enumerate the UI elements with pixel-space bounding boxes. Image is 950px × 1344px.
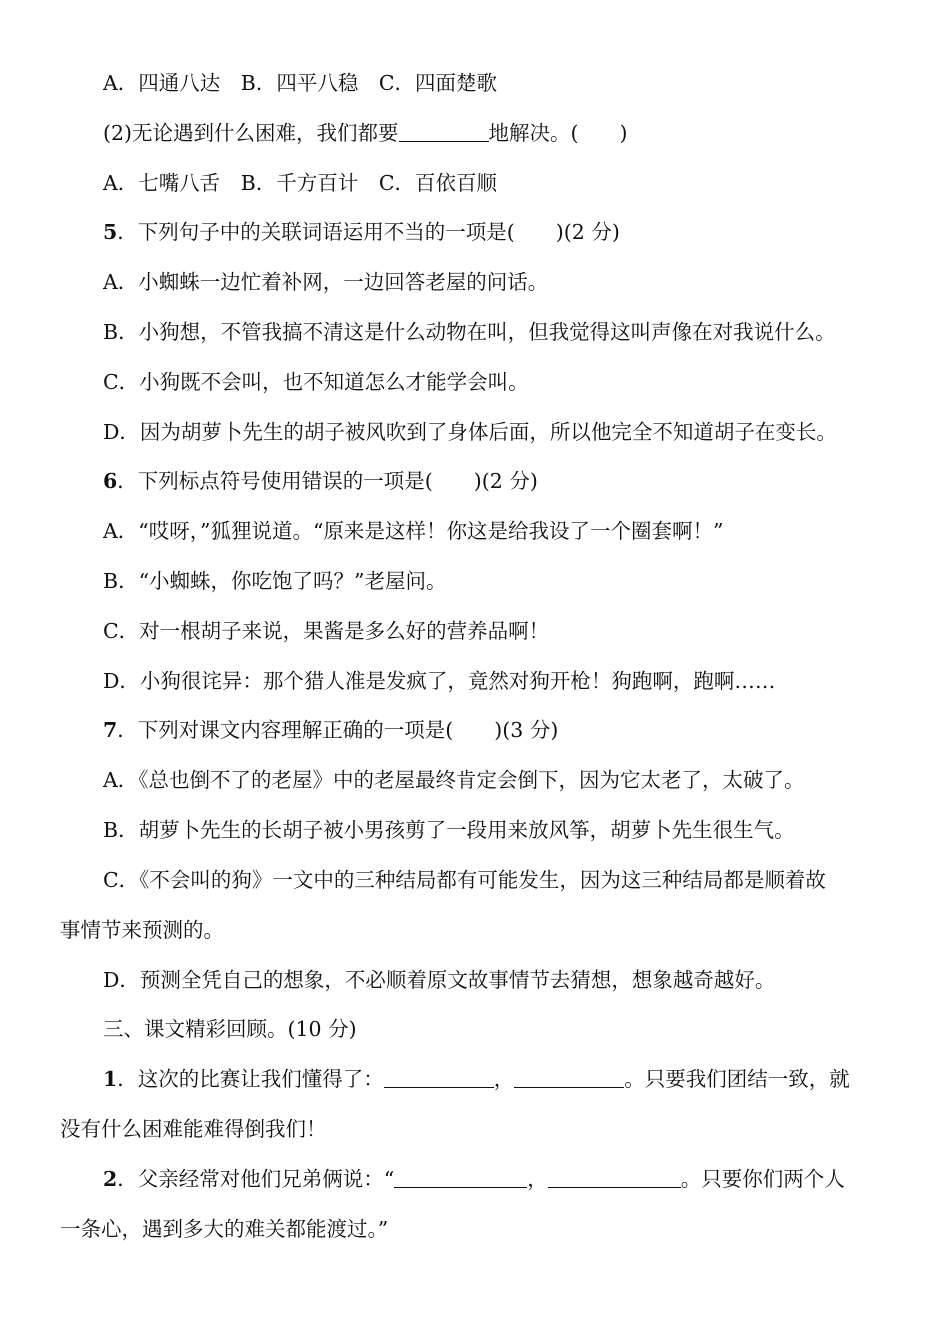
q4-sub2-pre: (2)无论遇到什么困难，我们都要 [103,121,399,145]
q5-option-d: D．因为胡萝卜先生的胡子被风吹到了身体后面，所以他完全不知道胡子在变长。 [103,420,837,444]
section3-q2-pre: ．父亲经常对他们兄弟俩说：“ [117,1167,395,1191]
q6-option-d: D．小狗很诧异：那个猎人准是发疯了，竟然对狗开枪！狗跑啊，跑啊…… [103,669,776,693]
q7-option-a: A．《总也倒不了的老屋》中的老屋最终肯定会倒下，因为它太老了，太破了。 [103,768,805,792]
section3-q2 [103,1165,845,1193]
answer-blank[interactable] [514,1067,624,1088]
section3-q2-number: 2 [103,1167,118,1191]
q5-option-c: C．小狗既不会叫，也不知道怎么才能学会叫。 [103,370,529,394]
q7-option-d: D．预测全凭自己的想象，不必顺着原文故事情节去猜想，想象越奇越好。 [103,968,776,992]
q6-option-c: C．对一根胡子来说，果酱是多么好的营养品啊！ [103,619,550,643]
q7-stem-text: ．下列对课文内容理解正确的一项是( )(3 分) [117,718,559,742]
q5-option-a: A．小蜘蛛一边忙着补网，一边回答老屋的问话。 [103,270,549,294]
answer-blank[interactable] [399,121,489,142]
q4-sub2 [103,119,628,147]
section3-q1-pre: ．这次的比赛让我们懂得了： [117,1067,384,1091]
answer-blank[interactable] [394,1167,527,1188]
q6-option-a: A．“哎呀，”狐狸说道。“原来是这样！你这是给我设了一个圈套啊！” [103,519,724,543]
section3-q2-mid: ， [527,1167,548,1191]
section3-q1 [103,1065,850,1093]
q4-options-1: A．四通八达 B．四平八稳 C．四面楚歌 [103,71,498,95]
section3-q1-mid: ， [493,1067,515,1091]
q7-stem [103,716,558,744]
answer-blank[interactable] [548,1167,681,1188]
q7-option-c-line1: C．《不会叫的狗》一文中的三种结局都有可能发生，因为这三种结局都是顺着故 [103,868,826,892]
q7-number: 7 [103,718,118,742]
section3-q1-line2: 没有什么困难能难得倒我们！ [60,1117,327,1141]
q6-number: 6 [103,469,118,493]
q4-options-2: A．七嘴八舌 B．千方百计 C．百依百顺 [103,171,498,195]
q4-sub2-post: 地解决。( ) [488,121,628,145]
q5-option-b: B．小狗想，不管我搞不清这是什么动物在叫，但我觉得这叫声像在对我说什么。 [103,320,836,344]
q5-stem-text: ．下列句子中的关联词语运用不当的一项是( )(2 分) [117,220,620,244]
section3-q2-post: 。只要你们两个人 [680,1167,845,1191]
section3-q1-post: 。只要我们团结一致，就 [624,1067,850,1091]
q7-option-c-line2: 事情节来预测的。 [60,918,224,942]
q6-stem-text: ．下列标点符号使用错误的一项是( )(2 分) [117,469,538,493]
answer-blank[interactable] [384,1067,494,1088]
q7-option-b: B．胡萝卜先生的长胡子被小男孩剪了一段用来放风筝，胡萝卜先生很生气。 [103,818,795,842]
section3-q2-line2: 一条心，遇到多大的难关都能渡过。” [60,1217,389,1241]
q6-option-b: B．“小蜘蛛，你吃饱了吗？”老屋问。 [103,569,447,593]
section3-title: 三、课文精彩回顾。(10 分) [103,1017,357,1041]
q5-stem [103,218,620,246]
section3-q1-number: 1 [103,1067,118,1091]
q6-stem [103,467,538,495]
q5-number: 5 [103,220,118,244]
